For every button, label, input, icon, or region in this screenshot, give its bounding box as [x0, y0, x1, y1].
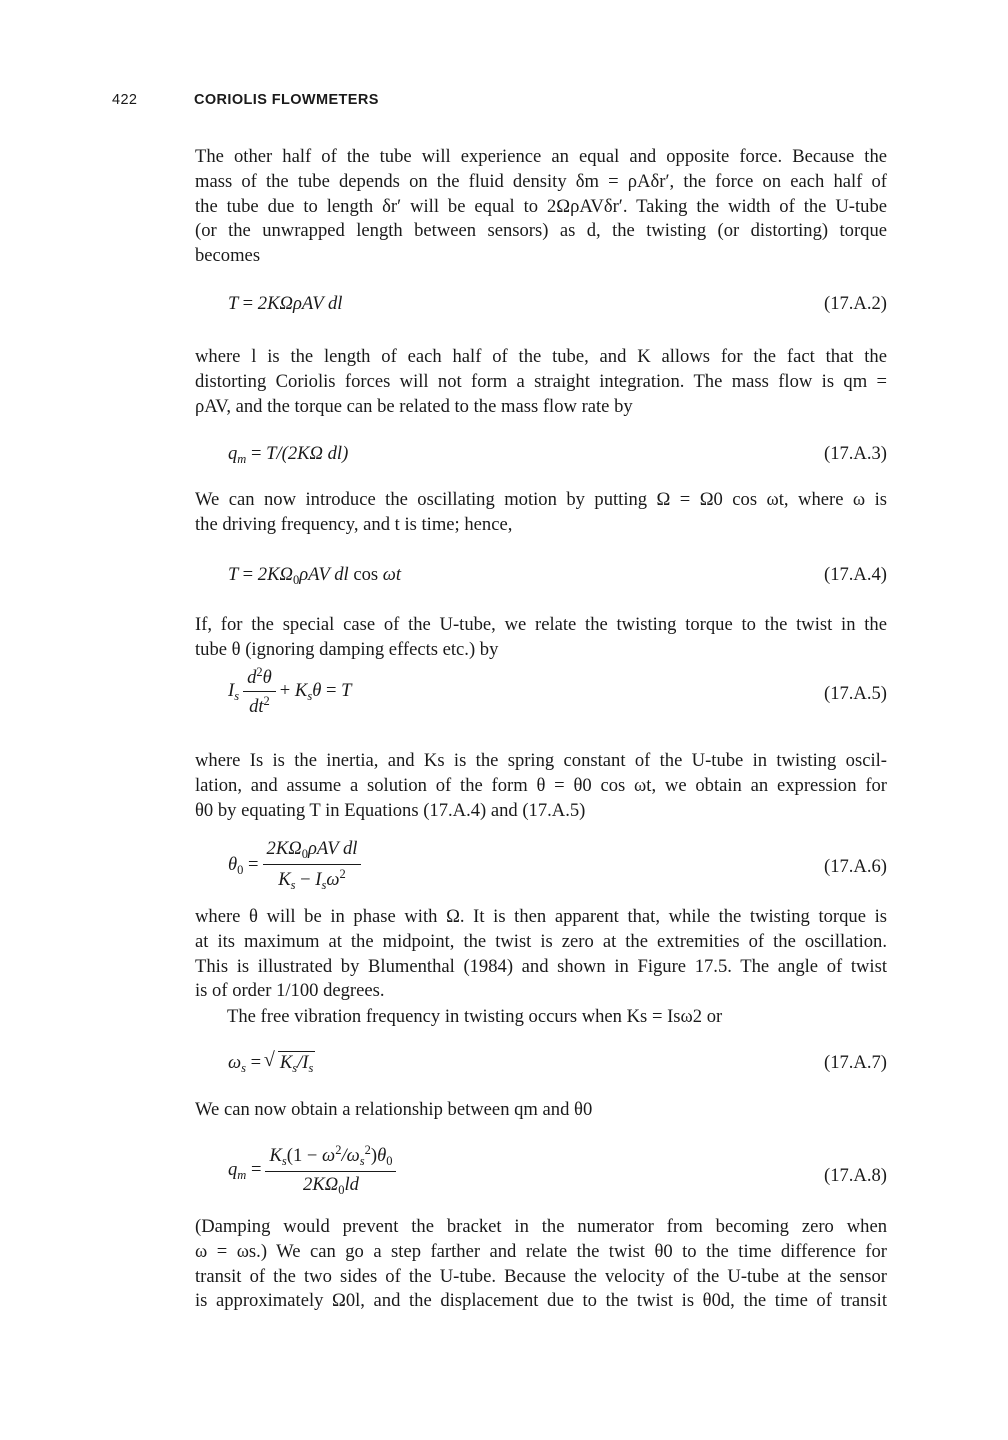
text-line: is of order 1/100 degrees.	[195, 980, 385, 1002]
equation-17-a-2	[195, 293, 887, 349]
text-line: (or the unwrapped length between sensors) as d, the twisting (or distorting) torque	[195, 220, 887, 242]
running-title: CORIOLIS FLOWMETERS	[194, 92, 379, 108]
text-line: distorting Coriolis forces will not form a straight integration. The mass flow is qm =	[195, 370, 887, 392]
paragraph-2	[195, 345, 887, 419]
text-line: θ0 by equating T in Equations (17.A.4) and (17.A.5)	[195, 799, 586, 821]
text-line: ρAV, and the torque can be related to the mass flow rate by	[195, 395, 633, 417]
text-line: mass of the tube depends on the fluid density δm = ρAδr′, the force on each half of	[195, 170, 887, 192]
text-line: where Is is the inertia, and Ks is the spring constant of the U-tube in twisting oscil-	[195, 750, 887, 771]
paragraph-6	[195, 905, 887, 1004]
paragraph-1	[195, 145, 887, 269]
text-line: The free vibration frequency in twisting occurs when Ks = Isω2 or	[227, 1006, 723, 1027]
paragraph-9	[195, 1215, 887, 1314]
text-line: at its maximum at the midpoint, the twist is zero at the extremities of the oscillation.	[195, 930, 887, 952]
equation-expression: $q_m$ = $\frac{K_s(1 - \omega^2/\omega_s^2)\theta_0}{2K\Omega_0ld}$	[228, 1143, 400, 1198]
paragraph-3	[195, 488, 887, 538]
text-line: becomes	[195, 245, 261, 267]
equation-17-a-5	[195, 665, 887, 721]
equation-number: (17.A.3)	[824, 443, 887, 464]
text-line: is approximately Ω0l, and the displacement due to the twist is θ0d, the time of transit	[195, 1290, 887, 1312]
page-number: 422	[112, 92, 138, 108]
text-line: lation, and assume a solution of the form θ = θ0 cos ωt, we obtain an expression for	[195, 774, 887, 796]
equation-number: (17.A.8)	[824, 1165, 887, 1186]
equation-expression: $\omega_s$ = √ $K_s/I_s$	[228, 1052, 315, 1076]
text-line: where l is the length of each half of the tube, and K allows for the fact that the	[195, 346, 887, 367]
equation-number: (17.A.6)	[824, 856, 887, 877]
equation-number: (17.A.2)	[824, 293, 887, 314]
text-line: the driving frequency, and t is time; hence,	[195, 513, 513, 535]
text-line: The other half of the tube will experience an equal and opposite force. Because the	[195, 146, 887, 167]
text-line: (Damping would prevent the bracket in the numerator from becoming zero when	[195, 1216, 887, 1237]
text-line: tube θ (ignoring damping effects etc.) by	[195, 638, 499, 660]
text-line: This is illustrated by Blumenthal (1984) and shown in Figure 17.5. The angle of twist	[195, 955, 887, 977]
text-line: ω = ωs.) We can go a step farther and relate the twist θ0 to the time difference for	[195, 1240, 887, 1262]
paragraph-8	[195, 1098, 887, 1123]
equation-17-a-8	[195, 1143, 887, 1199]
equation-expression: $T = 2K\Omega_0\rho AV$ dl cos ωt	[228, 564, 402, 587]
text-line: We can now obtain a relationship between qm and θ0	[195, 1099, 593, 1120]
equation-expression: $q_m = T/(2K\Omega$ dl)	[228, 443, 349, 466]
equation-17-a-4	[195, 564, 887, 620]
equation-number: (17.A.5)	[824, 683, 887, 704]
equation-expression: $\theta_0$ = $\frac{2K\Omega_0\rho AV dl}{K_s - I_s\omega^2}$	[228, 838, 365, 893]
text-line: transit of the two sides of the U-tube. Because the velocity of the U-tube at the sensor	[195, 1265, 887, 1287]
equation-17-a-6	[195, 838, 887, 894]
running-header	[112, 92, 379, 108]
text-line: the tube due to length δr′ will be equal to 2ΩρAVδr′. Taking the width of the U-tube	[195, 195, 887, 217]
text-line: where θ will be in phase with Ω. It is then apparent that, while the twisting torque is	[195, 906, 887, 927]
paragraph-5	[195, 749, 887, 823]
text-line: If, for the special case of the U-tube, we relate the twisting torque to the twist in the	[195, 614, 887, 635]
text-line: We can now introduce the oscillating motion by putting Ω = Ω0 cos ωt, where ω is	[195, 489, 887, 510]
equation-expression: $I_s$ $\frac{d^2\theta}{dt^2}$ + $K_s\theta = T$	[228, 665, 352, 717]
equation-number: (17.A.7)	[824, 1052, 887, 1073]
paragraph-7	[195, 1005, 887, 1030]
equation-expression: T = 2KΩρAV dl	[228, 293, 343, 314]
paragraph-4	[195, 613, 887, 663]
equation-number: (17.A.4)	[824, 564, 887, 585]
